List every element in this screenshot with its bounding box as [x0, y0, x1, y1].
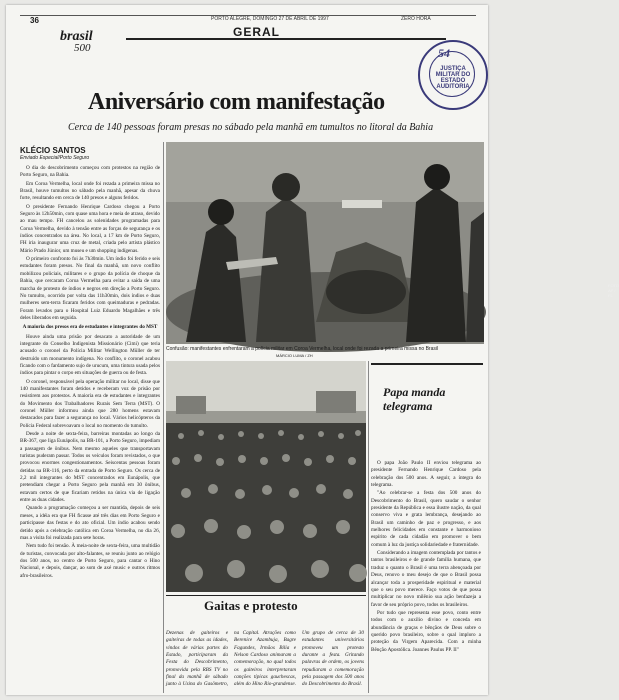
paragraph: Por tudo que representa esse povo, conto entre todos com o auxílio divino e conceda em abundância de graças e bênçãos de Deus sobre o querido povo brasileiro, sobre o qual imploro a proteção da Virgem Aparecida. Com a minha Bênção Apostólica. Joannes Paulus PP. II"	[371, 609, 481, 653]
subheadline: Cerca de 140 pessoas foram presas no sábado pela manhã em tumultos no litoral da Bahia	[68, 122, 434, 133]
gaitas-text-columns	[166, 630, 364, 689]
intertitle: A maioria dos presos era de estudantes e integrantes do MST	[22, 324, 158, 331]
gaiteiros-photo	[166, 361, 366, 592]
stamp-number: 54	[438, 46, 450, 60]
running-head: PORTO ALEGRE, DOMINGO 27 DE ABRIL DE 1997	[211, 16, 329, 22]
paragraph: Em Coroa Vermelha, local onde foi rezada a primeira missa no Brasil, houve tumultos no sábado pela manhã, apesar da chuva forte, resultando em cerca de 140 presos e alguns feridos.	[20, 180, 160, 202]
paragraph: "Ao celebrar-se a festa dos 500 anos do Descobrimento do Brasil, quero saudar o senhor presidente da República e essa ilustre nação, da qual conservo viva e grata lembrança, desejando ao Brasil um caminho de paz e progresso, e aos melhores felicidades em constante e harmonioso espírito de cada cidadão em promover o bem comum à luz da justiça solidariedade e fraternidade.	[371, 490, 481, 548]
column-divider	[163, 142, 164, 693]
paragraph: Nem tudo foi tensão. À meia-noite de sexta-feira, uma multidão de turistas, convocada por alto-falantes, se reuniu junto ao relógio dos 500 anos, no centro de Porto Seguro, para cantar o Hino Nacional, e depois, dançar, ao som de axé music e outros ritmos afro-brasileiros.	[20, 543, 160, 579]
paragraph: O primeiro confronto foi às 7h30min. Um índio foi ferido e seis estudantes foram presos. No final da manhã, um novo conflito mobilizou policiais, militares e o grupo da polícia de choque da Bahia, que cercaram Coroa Vermelha para evitar a saída de uma marcha de protesto de índios e negros em direção a Porto Seguro. No tumulto, ocorrido por volta das 11h30min, dois índios e duas mulheres sem-terra ficaram feridos com queimaduras e pedradas. Foram levados para o Hospital Luiz Eduardo Magalhães e três deles liberados em seguida.	[20, 256, 160, 321]
gaiteiros-photo-image	[166, 361, 366, 592]
paragraph: O papa João Paulo II enviou telegrama ao presidente Fernando Henrique Cardoso pela celebração dos 500 anos. A seguir, a íntegra do telegrama.	[371, 460, 481, 489]
paragraph: O dia do descobrimento começou com protestos na região de Porto Seguro, na Bahia.	[20, 165, 160, 179]
protest-photo-image	[166, 142, 484, 344]
column-divider-2	[368, 361, 369, 693]
byline-role: Enviado Especial/Porto Seguro	[20, 155, 90, 161]
gaitas-title: Gaitas e protesto	[204, 598, 298, 613]
stamp-text: JUSTIÇA MILITAR DO ESTADO AUDITORIA	[435, 66, 471, 90]
brasil-500-logo-number: 500	[74, 42, 91, 54]
paragraph: Quando a programação começou a ser mantida, depois de seis meses, a idéia era que FH ficasse até três dias em Porto Seguro e participasse das festas e do ato oficial. Um índio acabou sendo detido após a celebração católica em Coroa Vermelha, no dia 26, mas a visita foi realizada para sete horas.	[20, 505, 160, 541]
photo-credit: FOTO AP / FL	[608, 283, 619, 298]
section-rule	[126, 38, 446, 40]
gaitas-rule	[166, 595, 366, 596]
paragraph: Desde a noite de sexta-feira, barreiras montadas ao longo da BR-367, que liga Eunápolis, na BR-101, a Porto Seguro, impediam a passagem de ônibus. Nem mesmo aqueles que transportavam turistas puderam passar. Todos os veículos foram revistados, o que provocou enormes congestionamentos. Seiscentas pessoas foram detidas na BR-116, perto da entrada de Porto Seguro. Os cerca de 2,2 mil integrantes do MST concentrados em Eunápolis, que pretendiam chegar a Porto Seguro pela manhã em 30 ônibus, estavam certos de que ficariam retidos na única via de ligação entre as duas cidades.	[20, 431, 160, 504]
headline: Aniversário com manifestação	[88, 89, 385, 115]
photo-credit-2: MÁRCIO LUMA / ZH	[276, 353, 313, 358]
paragraph: O presidente Fernando Henrique Cardoso chegou a Porto Seguro às 12h50min, com quase uma hora e meia de atraso, devido ao mau tempo. FH cancelou as solenidades programadas para Coroa Vermelha, devido à tensão entre as forças de segurança e os índios concentrados na área. No local, a 17 km de Porto Seguro, FH iria inaugurar uma cruz de metal, criada pelo artista plástico Mário Prado Júnior, um museu e um shopping indígenas.	[20, 203, 160, 254]
paragraph: Houve ainda uma prisão por desacato a autoridade de um integrante do Conselho Indigenista Missionário (Cimi) que teria acusado o coronel da Polícia Militar Wellington Müller de ter destruído um monumento indígena. No conflito, o coronel acabou ficando com o fardamento sujo de urucum, uma tintura usada pelos índios para pintar o corpo em situações de guerra ou de festa.	[20, 333, 160, 377]
article-body	[20, 165, 160, 693]
byline: KLÉCIO SANTOS	[20, 146, 86, 155]
running-head-right: ZERO HORA	[401, 16, 431, 22]
gaitas-body	[166, 630, 364, 692]
photo-caption: Confusão: manifestantes enfrentaram a polícia militar em Coroa Vermelha, local onde foi rezada a primeira missa no Brasil	[166, 346, 439, 352]
page-number: 36	[30, 16, 39, 25]
brasil-500-logo: brasil	[60, 29, 93, 44]
paragraph: O coronel, responsável pela operação militar no local, disse que 140 manifestantes foram detidos e receberam voz de prisão por resistirem aos protestos. A maioria era de estudantes e integrantes do Movimento dos Trabalhadores Rurais Sem Terra (MST). O coronel Müller informou ainda que 280 homens estavam destacados para fazer a segurança no local. Vários helicópteros da Polícia Federal sobrevoavam o local no momento do tumulto.	[20, 378, 160, 429]
paragraph: Considerando a imagem contemplada por tantos e tantos brasileiros e de grande família humana, que traduz o quanto o Brasil é uma terra abençoada por Deus, renovo o meu desejo de que o Brasil possa alcançar toda a prosperidade espiritual e material que o seu povo merece. Faço votos de que possa multiplicar no novo milênio sua ação benfazeja a favor de seu próprio povo, todos os brasileiros.	[371, 550, 481, 608]
papa-rule	[371, 363, 483, 365]
paragraph: Dezenas de gaiteiros e gaiteiras de todas as idades, vindos de várias partes do Estado, participaram da Festa do Descobrimento, promovida pela RBS TV no final da manhã de sábado junto à Usina do Gasômetro, na Capital. Atrações como Berenice Azambuja, Bagre Fagundes, Irmãos Bilia e Nelson Cardoso animaram a comemoração, no qual todos os gaiteiros interpretaram canções típicas gauchescas, além do Hino Rio-grandense. Um grupo de cerca de 30 estudantes universitários promoveu um protesto durante a festa. Gritando palavras de ordem, os jovens repudiaram a comemoração pela passagem dos 500 anos do Descobrimento do Brasil.	[166, 630, 364, 688]
archive-stamp	[418, 40, 488, 110]
newspaper-page	[6, 5, 619, 695]
section-label: GERAL	[233, 25, 280, 39]
papa-body	[371, 460, 481, 692]
papa-title: Papa manda telegrama	[383, 385, 446, 413]
protest-photo	[166, 142, 619, 344]
